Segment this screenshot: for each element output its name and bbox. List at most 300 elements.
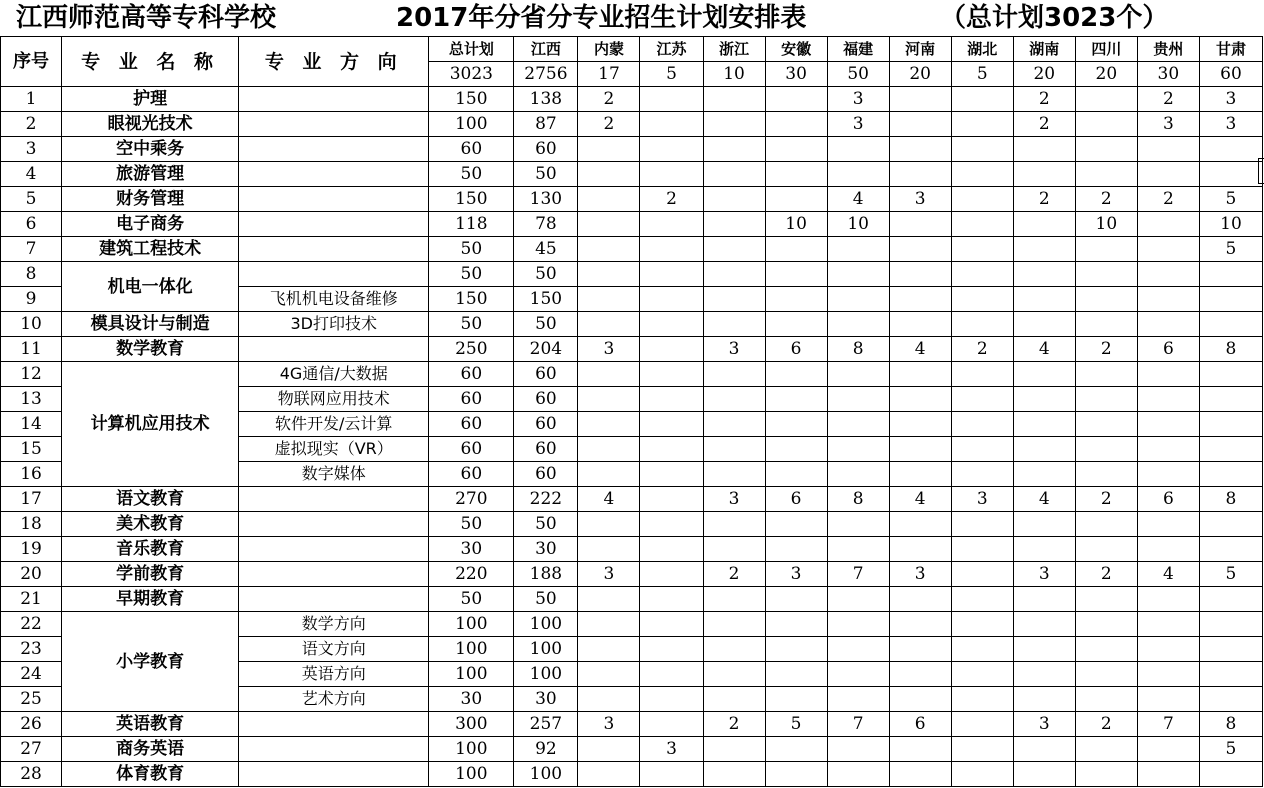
value-cell (1199, 612, 1262, 637)
value-cell (1013, 437, 1075, 462)
value-cell (951, 187, 1013, 212)
value-cell (889, 687, 951, 712)
header-row (1, 37, 1263, 62)
value-cell (827, 687, 889, 712)
value-cell (951, 112, 1013, 137)
seq-cell: 2 (1, 112, 62, 137)
seq-cell: 15 (1, 437, 62, 462)
value-cell (827, 162, 889, 187)
value-cell: 100 (429, 737, 514, 762)
major-cell: 眼视光技术 (62, 112, 239, 137)
value-cell: 6 (1137, 487, 1199, 512)
major-cell: 学前教育 (62, 562, 239, 587)
value-cell (1199, 162, 1262, 187)
value-cell (1137, 437, 1199, 462)
value-cell (1137, 662, 1199, 687)
value-cell (578, 762, 640, 787)
total-cell: 20 (889, 62, 951, 87)
table-row (1, 737, 1263, 762)
value-cell: 2 (951, 337, 1013, 362)
header-col: 江西 (514, 37, 578, 62)
value-cell (889, 237, 951, 262)
value-cell: 30 (429, 537, 514, 562)
direction-cell: 英语方向 (239, 662, 429, 687)
value-cell (951, 762, 1013, 787)
value-cell: 60 (514, 462, 578, 487)
seq-cell: 28 (1, 762, 62, 787)
total-cell: 5 (640, 62, 703, 87)
value-cell: 50 (514, 512, 578, 537)
header-direction: 专 业 方 向 (239, 37, 429, 87)
value-cell (889, 462, 951, 487)
value-cell: 3 (640, 737, 703, 762)
value-cell (765, 237, 827, 262)
value-cell (1137, 612, 1199, 637)
value-cell (827, 662, 889, 687)
value-cell: 60 (429, 412, 514, 437)
value-cell (703, 412, 765, 437)
value-cell (1075, 462, 1137, 487)
direction-cell: 数字媒体 (239, 462, 429, 487)
value-cell: 150 (429, 287, 514, 312)
value-cell (578, 137, 640, 162)
value-cell: 150 (514, 287, 578, 312)
major-cell: 体育教育 (62, 762, 239, 787)
value-cell: 5 (765, 712, 827, 737)
value-cell (951, 537, 1013, 562)
direction-cell (239, 337, 429, 362)
value-cell (578, 662, 640, 687)
value-cell: 250 (429, 337, 514, 362)
value-cell (578, 412, 640, 437)
value-cell: 8 (1199, 487, 1262, 512)
seq-cell: 23 (1, 637, 62, 662)
value-cell (640, 137, 703, 162)
value-cell: 50 (429, 262, 514, 287)
enrollment-plan-table (0, 36, 1263, 787)
value-cell (827, 462, 889, 487)
value-cell (640, 212, 703, 237)
direction-cell (239, 212, 429, 237)
value-cell (1199, 437, 1262, 462)
value-cell (1075, 637, 1137, 662)
value-cell (951, 562, 1013, 587)
value-cell: 5 (1199, 187, 1262, 212)
value-cell (889, 762, 951, 787)
value-cell (1075, 512, 1137, 537)
value-cell (578, 537, 640, 562)
value-cell (640, 237, 703, 262)
value-cell: 2 (578, 112, 640, 137)
value-cell (951, 162, 1013, 187)
value-cell (889, 387, 951, 412)
value-cell (578, 362, 640, 387)
value-cell: 3 (703, 487, 765, 512)
value-cell (1075, 437, 1137, 462)
header-col: 浙江 (703, 37, 765, 62)
value-cell (703, 212, 765, 237)
value-cell (889, 537, 951, 562)
header-major: 专 业 名 称 (62, 37, 239, 87)
value-cell: 138 (514, 87, 578, 112)
value-cell (1075, 687, 1137, 712)
table-row (1, 112, 1263, 137)
value-cell (703, 137, 765, 162)
value-cell (703, 662, 765, 687)
value-cell: 2 (578, 87, 640, 112)
value-cell (1013, 237, 1075, 262)
value-cell (578, 587, 640, 612)
direction-cell: 飞机机电设备维修 (239, 287, 429, 312)
major-cell: 机电一体化 (62, 262, 239, 312)
value-cell (765, 437, 827, 462)
direction-cell: 软件开发/云计算 (239, 412, 429, 437)
value-cell (578, 212, 640, 237)
value-cell (951, 687, 1013, 712)
value-cell (703, 187, 765, 212)
value-cell: 100 (429, 637, 514, 662)
value-cell (1199, 312, 1262, 337)
direction-cell (239, 587, 429, 612)
value-cell (889, 112, 951, 137)
major-cell: 模具设计与制造 (62, 312, 239, 337)
value-cell: 50 (514, 262, 578, 287)
value-cell (1075, 287, 1137, 312)
value-cell: 50 (429, 237, 514, 262)
header-col: 安徽 (765, 37, 827, 62)
value-cell: 60 (514, 387, 578, 412)
value-cell (640, 537, 703, 562)
total-cell: 60 (1199, 62, 1262, 87)
table-row (1, 187, 1263, 212)
value-cell: 3 (765, 562, 827, 587)
value-cell (1075, 137, 1137, 162)
table-row (1, 762, 1263, 787)
value-cell (765, 162, 827, 187)
value-cell: 3 (827, 87, 889, 112)
total-cell: 30 (765, 62, 827, 87)
value-cell (827, 612, 889, 637)
value-cell (1199, 262, 1262, 287)
table-row (1, 237, 1263, 262)
value-cell (1137, 387, 1199, 412)
value-cell (765, 662, 827, 687)
value-cell: 60 (514, 137, 578, 162)
value-cell (1199, 362, 1262, 387)
value-cell (640, 412, 703, 437)
value-cell: 10 (827, 212, 889, 237)
value-cell (1075, 237, 1137, 262)
value-cell (1137, 762, 1199, 787)
value-cell: 60 (514, 437, 578, 462)
value-cell (827, 762, 889, 787)
value-cell (1199, 587, 1262, 612)
value-cell (951, 362, 1013, 387)
value-cell: 50 (429, 587, 514, 612)
value-cell (1199, 637, 1262, 662)
header-col: 福建 (827, 37, 889, 62)
value-cell (1199, 762, 1262, 787)
value-cell: 30 (514, 537, 578, 562)
value-cell: 7 (827, 712, 889, 737)
value-cell (703, 112, 765, 137)
value-cell (951, 262, 1013, 287)
value-cell: 300 (429, 712, 514, 737)
value-cell (640, 587, 703, 612)
value-cell: 222 (514, 487, 578, 512)
seq-cell: 14 (1, 412, 62, 437)
value-cell (827, 537, 889, 562)
value-cell (765, 512, 827, 537)
value-cell (1137, 237, 1199, 262)
value-cell: 50 (429, 312, 514, 337)
header-col: 四川 (1075, 37, 1137, 62)
value-cell: 188 (514, 562, 578, 587)
value-cell (889, 437, 951, 462)
value-cell (951, 712, 1013, 737)
value-cell (1013, 312, 1075, 337)
value-cell: 100 (429, 662, 514, 687)
value-cell (578, 262, 640, 287)
table-row (1, 162, 1263, 187)
major-cell: 旅游管理 (62, 162, 239, 187)
value-cell (951, 737, 1013, 762)
value-cell (765, 312, 827, 337)
value-cell (640, 712, 703, 737)
table-row (1, 537, 1263, 562)
value-cell (578, 687, 640, 712)
value-cell (1075, 87, 1137, 112)
value-cell: 100 (429, 112, 514, 137)
value-cell: 2 (1137, 187, 1199, 212)
value-cell (1199, 287, 1262, 312)
header-col: 贵州 (1137, 37, 1199, 62)
value-cell (951, 637, 1013, 662)
value-cell: 78 (514, 212, 578, 237)
value-cell (951, 87, 1013, 112)
value-cell (1013, 612, 1075, 637)
value-cell: 6 (765, 337, 827, 362)
value-cell (765, 762, 827, 787)
value-cell (765, 612, 827, 637)
value-cell (827, 237, 889, 262)
value-cell (1013, 162, 1075, 187)
value-cell: 3 (951, 487, 1013, 512)
value-cell: 3 (578, 712, 640, 737)
major-cell: 护理 (62, 87, 239, 112)
value-cell (889, 737, 951, 762)
value-cell: 3 (889, 187, 951, 212)
value-cell (1075, 412, 1137, 437)
direction-cell (239, 712, 429, 737)
header-seq: 序号 (1, 37, 62, 87)
value-cell (578, 387, 640, 412)
value-cell: 270 (429, 487, 514, 512)
value-cell: 50 (514, 312, 578, 337)
direction-cell (239, 512, 429, 537)
school-name: 江西师范高等专科学校 (16, 3, 277, 33)
value-cell (703, 262, 765, 287)
value-cell: 3 (1013, 712, 1075, 737)
direction-cell (239, 187, 429, 212)
value-cell (889, 212, 951, 237)
value-cell (1013, 587, 1075, 612)
value-cell: 3 (1137, 112, 1199, 137)
value-cell: 60 (429, 462, 514, 487)
value-cell (765, 637, 827, 662)
value-cell: 10 (1199, 212, 1262, 237)
value-cell (1013, 512, 1075, 537)
value-cell: 87 (514, 112, 578, 137)
value-cell: 92 (514, 737, 578, 762)
value-cell (951, 137, 1013, 162)
value-cell (1137, 687, 1199, 712)
direction-cell (239, 87, 429, 112)
seq-cell: 7 (1, 237, 62, 262)
value-cell (578, 612, 640, 637)
value-cell: 7 (827, 562, 889, 587)
major-cell: 电子商务 (62, 212, 239, 237)
value-cell (1013, 262, 1075, 287)
value-cell (951, 312, 1013, 337)
value-cell: 4 (1137, 562, 1199, 587)
value-cell: 7 (1137, 712, 1199, 737)
value-cell (1137, 287, 1199, 312)
value-cell: 100 (429, 612, 514, 637)
value-cell (1137, 262, 1199, 287)
value-cell (889, 612, 951, 637)
major-cell: 建筑工程技术 (62, 237, 239, 262)
table-row (1, 512, 1263, 537)
value-cell: 100 (514, 637, 578, 662)
value-cell (1137, 312, 1199, 337)
value-cell (951, 212, 1013, 237)
value-cell (1137, 587, 1199, 612)
seq-cell: 19 (1, 537, 62, 562)
value-cell (578, 637, 640, 662)
value-cell: 3 (703, 337, 765, 362)
direction-cell: 虚拟现实（VR） (239, 437, 429, 462)
value-cell (1013, 287, 1075, 312)
value-cell: 100 (514, 662, 578, 687)
value-cell (765, 137, 827, 162)
value-cell (765, 687, 827, 712)
major-cell: 计算机应用技术 (62, 362, 239, 487)
value-cell: 3 (827, 112, 889, 137)
header-col: 甘肃 (1199, 37, 1262, 62)
table-row (1, 362, 1263, 387)
seq-cell: 13 (1, 387, 62, 412)
value-cell (765, 287, 827, 312)
value-cell (827, 362, 889, 387)
value-cell (640, 512, 703, 537)
value-cell (578, 287, 640, 312)
value-cell (765, 737, 827, 762)
value-cell (578, 162, 640, 187)
value-cell (703, 587, 765, 612)
direction-cell (239, 262, 429, 287)
value-cell (640, 612, 703, 637)
value-cell (765, 537, 827, 562)
seq-cell: 26 (1, 712, 62, 737)
value-cell (951, 662, 1013, 687)
value-cell (1013, 362, 1075, 387)
value-cell (578, 737, 640, 762)
value-cell (1199, 512, 1262, 537)
value-cell: 4 (827, 187, 889, 212)
value-cell (578, 437, 640, 462)
value-cell (703, 162, 765, 187)
value-cell: 2 (1013, 87, 1075, 112)
value-cell: 150 (429, 187, 514, 212)
value-cell (951, 587, 1013, 612)
value-cell (640, 112, 703, 137)
total-cell: 17 (578, 62, 640, 87)
value-cell: 2 (703, 712, 765, 737)
direction-cell: 艺术方向 (239, 687, 429, 712)
value-cell: 50 (429, 512, 514, 537)
value-cell (827, 637, 889, 662)
value-cell: 8 (827, 487, 889, 512)
value-cell: 3 (1013, 562, 1075, 587)
value-cell (1137, 462, 1199, 487)
total-cell: 20 (1013, 62, 1075, 87)
value-cell (765, 87, 827, 112)
value-cell: 60 (429, 437, 514, 462)
seq-cell: 10 (1, 312, 62, 337)
value-cell (640, 387, 703, 412)
value-cell (889, 287, 951, 312)
value-cell (1013, 687, 1075, 712)
value-cell: 60 (429, 387, 514, 412)
value-cell (765, 462, 827, 487)
major-cell: 财务管理 (62, 187, 239, 212)
seq-cell: 8 (1, 262, 62, 287)
value-cell (640, 162, 703, 187)
value-cell: 50 (429, 162, 514, 187)
seq-cell: 5 (1, 187, 62, 212)
value-cell (1075, 762, 1137, 787)
value-cell (703, 737, 765, 762)
value-cell: 4 (889, 337, 951, 362)
table-row (1, 562, 1263, 587)
value-cell (1199, 412, 1262, 437)
value-cell: 30 (514, 687, 578, 712)
value-cell: 2 (1075, 487, 1137, 512)
major-cell: 美术教育 (62, 512, 239, 537)
value-cell (1013, 387, 1075, 412)
value-cell (765, 412, 827, 437)
value-cell (1137, 362, 1199, 387)
value-cell: 8 (827, 337, 889, 362)
value-cell (703, 537, 765, 562)
value-cell: 4 (1013, 487, 1075, 512)
direction-cell (239, 237, 429, 262)
table-row (1, 137, 1263, 162)
value-cell: 150 (429, 87, 514, 112)
value-cell: 4 (889, 487, 951, 512)
value-cell (1013, 412, 1075, 437)
major-cell: 商务英语 (62, 737, 239, 762)
value-cell: 100 (514, 612, 578, 637)
value-cell (1137, 637, 1199, 662)
value-cell (889, 587, 951, 612)
value-cell (640, 362, 703, 387)
value-cell (827, 737, 889, 762)
table-row (1, 712, 1263, 737)
value-cell (1137, 737, 1199, 762)
value-cell (1013, 637, 1075, 662)
